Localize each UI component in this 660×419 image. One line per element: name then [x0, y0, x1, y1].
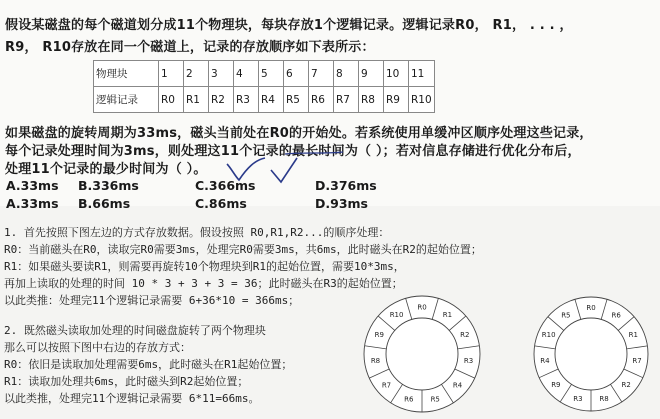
answer-line-8: R0：依旧是读取加处理需要6ms，此时磁头在R1起始位置；	[4, 358, 293, 371]
inner-circle	[386, 318, 458, 390]
record-cell: R10	[409, 87, 435, 113]
sector-label: R6	[404, 395, 414, 404]
answer-line-3: R1：如果磁头要读R1，则需要再旋转10个物理块到R1的起始位置，需要10*3ms，	[4, 260, 405, 273]
option-1b: B.336ms	[78, 178, 139, 193]
answer-line-1: 1. 首先按照下图左边的方式存放数据。假设按照 R0,R1,R2...的顺序处理：	[4, 226, 390, 239]
inner-circle	[555, 318, 627, 390]
question-line-3: 如果磁盘的旋转周期为33ms，磁头当前处在R0的开始处。若系统使用单缓冲区顺序处理这些记录，	[5, 126, 593, 141]
block-cell: 7	[309, 61, 334, 87]
option-2b: B.66ms	[78, 196, 131, 211]
block-cell: 6	[284, 61, 309, 87]
answer-line-7: 那么可以按照下图中右边的存放方式：	[4, 341, 191, 354]
question-line-4: 每个记录处理时间为3ms，则处理这11个记录的最长时间为（ ）；若对信息存储进行优化分布后，	[5, 144, 581, 159]
answer-line-6: 2. 既然磁头读取加处理的时间磁盘旋转了两个物理块	[4, 324, 266, 337]
sector-label: R4	[540, 357, 550, 366]
sector-label: R7	[632, 357, 642, 366]
sector-label: R0	[417, 303, 427, 312]
question-line-2: R9， R10存放在同一个磁道上，记录的存放顺序如下表所示：	[5, 40, 375, 55]
logical-record-row	[94, 87, 435, 113]
block-cell: 9	[359, 61, 384, 87]
sector-label: R1	[442, 310, 453, 319]
block-cell: 5	[259, 61, 284, 87]
record-cell: R4	[259, 87, 284, 113]
sector-label: R5	[561, 311, 571, 320]
sector-label: R10	[541, 331, 556, 340]
physical-block-label: 物理块	[94, 61, 159, 87]
disk-layout-diagram-left	[357, 292, 487, 416]
handwritten-check-mark	[225, 150, 345, 190]
block-cell: 8	[334, 61, 359, 87]
answer-line-4: 再加上读取的处理的时间 10 * 3 + 3 + 3 = 36；此时磁头在R3的起始位置；	[4, 277, 403, 290]
sector-label: R4	[452, 381, 463, 390]
sector-label: R1	[628, 331, 638, 340]
sector-label: R5	[430, 395, 440, 404]
block-cell: 1	[159, 61, 184, 87]
sector-label: R9	[374, 330, 384, 339]
question-line-1: 假设某磁盘的每个磁道划分成11个物理块，每块存放1个逻辑记录。逻辑记录R0， R1， . . . ，	[5, 18, 573, 33]
option-1a: A.33ms	[6, 178, 59, 193]
record-cell: R5	[284, 87, 309, 113]
record-cell: R2	[209, 87, 234, 113]
option-1d: D.376ms	[315, 178, 377, 193]
sector-label: R3	[573, 395, 583, 404]
sector-label: R3	[463, 357, 474, 366]
option-2d: D.93ms	[315, 196, 368, 211]
sector-label: R6	[611, 311, 621, 320]
option-2a: A.33ms	[6, 196, 59, 211]
physical-block-row	[94, 61, 435, 87]
record-cell: R3	[234, 87, 259, 113]
record-cell: R7	[334, 87, 359, 113]
record-cell: R9	[384, 87, 409, 113]
sector-label: R7	[381, 381, 392, 390]
record-cell: R0	[159, 87, 184, 113]
record-cell: R6	[309, 87, 334, 113]
answer-line-9: R1：读取加处理共6ms，此时磁头到R2起始位置；	[4, 375, 249, 388]
answer-line-2: R0：当前磁头在R0，读取完R0需要3ms，处理完R0需要3ms，共6ms，此时磁头在R2的起始位置；	[4, 243, 482, 256]
option-2c: C.86ms	[195, 196, 247, 211]
sector-label: R8	[370, 357, 381, 366]
sector-label: R8	[599, 395, 609, 404]
sector-label: R2	[460, 330, 470, 339]
record-cell: R8	[359, 87, 384, 113]
disk-layout-diagram-right	[527, 292, 655, 416]
answer-line-10: 以此类推，处理完11个逻辑记录需要 6*11=66ms。	[4, 392, 260, 405]
block-cell: 10	[384, 61, 409, 87]
sector-label: R2	[621, 380, 631, 389]
sector-label: R0	[586, 304, 596, 312]
block-cell: 2	[184, 61, 209, 87]
answer-line-5: 以此类推：处理完11个逻辑记录需要 6+36*10 = 366ms；	[4, 294, 300, 307]
sector-label: R10	[389, 310, 404, 319]
block-cell: 11	[409, 61, 435, 87]
record-cell: R1	[184, 87, 209, 113]
block-cell: 3	[209, 61, 234, 87]
option-1c: C.366ms	[195, 178, 256, 193]
question-line-5: 处理11个记录的最少时间为（ ）。	[5, 162, 207, 177]
record-table	[93, 60, 435, 113]
block-cell: 4	[234, 61, 259, 87]
sector-label: R9	[551, 380, 561, 389]
logical-record-label: 逻辑记录	[94, 87, 159, 113]
